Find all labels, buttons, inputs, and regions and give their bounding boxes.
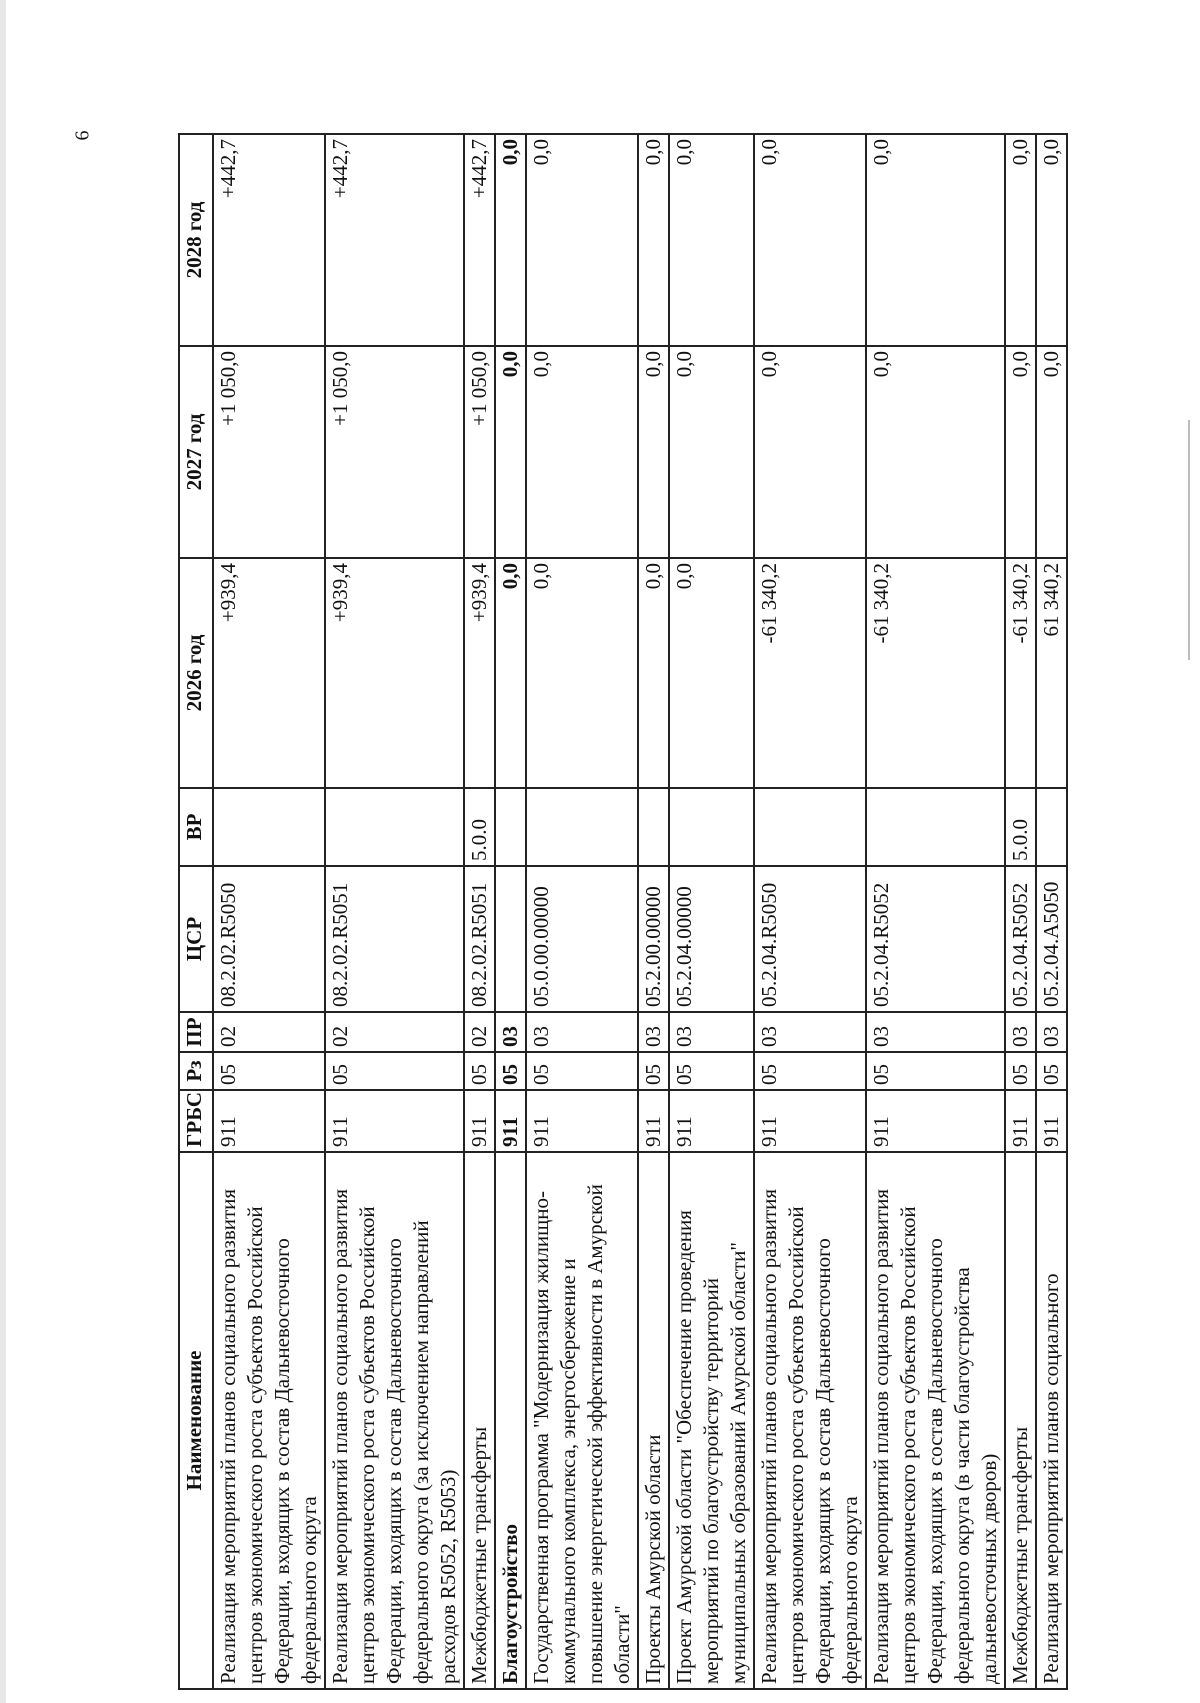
cell-name: Реализация мероприятий планов социального развития центров экономического роста субъектов Российской Федерации, входящих в состав Дальневосточного федерального округа (за исключением направлений расходов R5052, R5053) <box>325 1152 464 1689</box>
table-row <box>495 134 526 1689</box>
cell-y2027: +1 050,0 <box>213 346 325 558</box>
header-pr: ПР <box>179 1012 213 1052</box>
header-csr: ЦСР <box>179 866 213 1012</box>
cell-y2027: 0,0 <box>669 346 754 558</box>
page-number: 6 <box>71 130 94 141</box>
cell-grbs: 911 <box>526 1090 638 1152</box>
cell-y2028: 0,0 <box>866 134 1005 346</box>
cell-y2027: 0,0 <box>1005 346 1036 558</box>
cell-grbs: 911 <box>213 1090 325 1152</box>
cell-grbs: 911 <box>1005 1090 1036 1152</box>
cell-name: Проект Амурской области "Обеспечение проведения мероприятий по благоустройству территорий муниципальных образований Амурской области" <box>669 1152 754 1689</box>
cell-pr: 03 <box>669 1012 754 1052</box>
budget-table-container <box>178 135 1096 1690</box>
cell-pr: 03 <box>495 1012 526 1052</box>
cell-csr: 08.2.02.R5051 <box>464 866 495 1012</box>
cell-pr: 03 <box>526 1012 638 1052</box>
cell-y2026: -61 340,2 <box>866 558 1005 788</box>
cell-name: Государственная программа "Модернизация жилищно-коммунального комплекса, энергосбережение и повышение энергетической эффективности в Амурской области" <box>526 1152 638 1689</box>
table-row <box>526 134 638 1689</box>
table-header-row <box>179 134 213 1689</box>
cell-y2026: +939,4 <box>325 558 464 788</box>
cell-y2027: 0,0 <box>866 346 1005 558</box>
header-rz: Рз <box>179 1052 213 1090</box>
cell-pr: 03 <box>866 1012 1005 1052</box>
cell-y2028: +442,7 <box>213 134 325 346</box>
cell-rz: 05 <box>669 1052 754 1090</box>
cell-csr <box>495 866 526 1012</box>
cell-y2027: +1 050,0 <box>325 346 464 558</box>
table-body <box>213 134 1067 1689</box>
cell-name: Межбюджетные трансферты <box>1005 1152 1036 1689</box>
table-row <box>325 134 464 1689</box>
cell-name: Реализация мероприятий планов социального развития центров экономического роста субъектов Российской Федерации, входящих в состав Дальневосточного федерального округа <box>754 1152 866 1689</box>
cell-y2027: 0,0 <box>1036 346 1067 558</box>
cell-vr: 5.0.0 <box>1005 788 1036 866</box>
table-row <box>1005 134 1036 1689</box>
cell-vr <box>213 788 325 866</box>
cell-y2026: 0,0 <box>638 558 669 788</box>
cell-y2026: +939,4 <box>213 558 325 788</box>
cell-grbs: 911 <box>1036 1090 1067 1152</box>
cell-grbs: 911 <box>325 1090 464 1152</box>
cell-y2026: -61 340,2 <box>1005 558 1036 788</box>
cell-csr: 05.2.04.R5052 <box>866 866 1005 1012</box>
cell-rz: 05 <box>526 1052 638 1090</box>
cell-csr: 08.2.02.R5051 <box>325 866 464 1012</box>
cell-name: Реализация мероприятий планов социального <box>1036 1152 1067 1689</box>
table-row <box>1036 134 1067 1689</box>
cell-y2026: -61 340,2 <box>754 558 866 788</box>
table-row <box>866 134 1005 1689</box>
scan-edge <box>0 0 6 1703</box>
cell-vr <box>669 788 754 866</box>
table-row <box>638 134 669 1689</box>
cell-pr: 03 <box>1036 1012 1067 1052</box>
cell-y2028: 0,0 <box>754 134 866 346</box>
cell-csr: 05.2.04.А5050 <box>1036 866 1067 1012</box>
cell-rz: 05 <box>1005 1052 1036 1090</box>
cell-csr: 05.0.00.00000 <box>526 866 638 1012</box>
table-row <box>464 134 495 1689</box>
cell-y2028: 0,0 <box>638 134 669 346</box>
cell-pr: 02 <box>325 1012 464 1052</box>
cell-vr <box>495 788 526 866</box>
cell-y2027: 0,0 <box>495 346 526 558</box>
cell-rz: 05 <box>464 1052 495 1090</box>
cell-y2027: +1 050,0 <box>464 346 495 558</box>
header-name: Наименование <box>179 1152 213 1689</box>
cell-y2028: +442,7 <box>325 134 464 346</box>
cell-y2027: 0,0 <box>526 346 638 558</box>
cell-name: Реализация мероприятий планов социального развития центров экономического роста субъектов Российской Федерации, входящих в состав Дальневосточного федерального округа <box>213 1152 325 1689</box>
cell-pr: 02 <box>213 1012 325 1052</box>
cell-y2026: 0,0 <box>526 558 638 788</box>
cell-rz: 05 <box>213 1052 325 1090</box>
cell-y2028: +442,7 <box>464 134 495 346</box>
cell-y2026: 0,0 <box>669 558 754 788</box>
cell-y2028: 0,0 <box>1036 134 1067 346</box>
cell-csr: 08.2.02.R5050 <box>213 866 325 1012</box>
table-row <box>754 134 866 1689</box>
cell-rz: 05 <box>866 1052 1005 1090</box>
cell-grbs: 911 <box>754 1090 866 1152</box>
cell-vr <box>1036 788 1067 866</box>
cell-grbs: 911 <box>464 1090 495 1152</box>
cell-name: Межбюджетные трансферты <box>464 1152 495 1689</box>
cell-grbs: 911 <box>669 1090 754 1152</box>
cell-y2026: +939,4 <box>464 558 495 788</box>
cell-rz: 05 <box>495 1052 526 1090</box>
cell-name: Проекты Амурской области <box>638 1152 669 1689</box>
cell-grbs: 911 <box>866 1090 1005 1152</box>
cell-y2028: 0,0 <box>1005 134 1036 346</box>
header-vr: ВР <box>179 788 213 866</box>
cell-pr: 03 <box>754 1012 866 1052</box>
cell-rz: 05 <box>638 1052 669 1090</box>
cell-csr: 05.2.04.R5052 <box>1005 866 1036 1012</box>
cell-rz: 05 <box>325 1052 464 1090</box>
cell-y2027: 0,0 <box>754 346 866 558</box>
budget-table <box>178 133 1068 1690</box>
cell-vr <box>325 788 464 866</box>
cell-y2028: 0,0 <box>526 134 638 346</box>
cell-vr <box>638 788 669 866</box>
cell-y2028: 0,0 <box>669 134 754 346</box>
cell-vr: 5.0.0 <box>464 788 495 866</box>
cell-name: Реализация мероприятий планов социального развития центров экономического роста субъектов Российской Федерации, входящих в состав Дальневосточного федерального округа (в части благоустройства дальневосточных дворов) <box>866 1152 1005 1689</box>
header-grbs: ГРБС <box>179 1090 213 1152</box>
cell-rz: 05 <box>754 1052 866 1090</box>
cell-y2027: 0,0 <box>638 346 669 558</box>
cell-name: Благоустройство <box>495 1152 526 1689</box>
cell-y2026: 61 340,2 <box>1036 558 1067 788</box>
scan-mark <box>1188 420 1190 660</box>
cell-y2028: 0,0 <box>495 134 526 346</box>
table-row <box>669 134 754 1689</box>
cell-csr: 05.2.04.00000 <box>669 866 754 1012</box>
cell-y2026: 0,0 <box>495 558 526 788</box>
header-2027: 2027 год <box>179 346 213 558</box>
cell-grbs: 911 <box>638 1090 669 1152</box>
cell-csr: 05.2.00.00000 <box>638 866 669 1012</box>
cell-vr <box>754 788 866 866</box>
cell-pr: 03 <box>638 1012 669 1052</box>
cell-grbs: 911 <box>495 1090 526 1152</box>
cell-pr: 02 <box>464 1012 495 1052</box>
cell-rz: 05 <box>1036 1052 1067 1090</box>
header-2026: 2026 год <box>179 558 213 788</box>
header-2028: 2028 год <box>179 134 213 346</box>
table-row <box>213 134 325 1689</box>
cell-vr <box>526 788 638 866</box>
cell-csr: 05.2.04.R5050 <box>754 866 866 1012</box>
cell-vr <box>866 788 1005 866</box>
cell-pr: 03 <box>1005 1012 1036 1052</box>
